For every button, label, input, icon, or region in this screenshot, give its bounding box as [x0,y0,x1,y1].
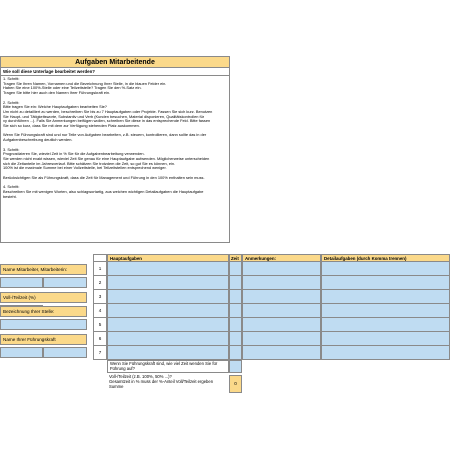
total-sum-value: 0 [229,375,242,393]
instructions-panel [0,56,230,243]
manager-firstname-field[interactable] [43,347,87,358]
total-note-rule: Gesamtzeit in % muss der %-Anteil Voll/Teilzeit ergeben [109,379,214,384]
notes-field[interactable] [242,289,321,304]
employee-lastname-field[interactable] [0,277,43,288]
time-percent-field[interactable] [229,345,242,360]
step1-text: Haben Sie eine 100%-Stelle oder eine Teilzeitstelle? Tragen Sie den %-Satz ein. [3,85,142,91]
manager-time-field[interactable] [229,360,242,373]
instructions-body [3,77,227,199]
row-number: 2 [93,275,107,290]
time-percent-field[interactable] [229,303,242,318]
notes-field[interactable] [242,303,321,318]
main-task-field[interactable] [107,317,229,332]
row-number: 1 [93,261,107,276]
main-task-field[interactable] [107,303,229,318]
step4-heading: 4. Schritt: [3,184,20,190]
step4-text: Beschreiben Sie mit wenigen Worten, also schlagwortartig, aus welchen wichtigen Detailaufgaben die Hauptaufgabe [3,188,204,194]
step3-text: Sie werden nicht exakt wissen, wieviel Zeit Sie genau für eine Hauptaufgabe aufwenden. Möglicherweise unterscheiden [3,155,210,161]
step4-text: besteht. [3,193,17,199]
employee-name-label: Name Mitarbeiter, Mitarbeiterin: [0,264,87,275]
detail-tasks-field[interactable] [321,289,450,304]
workload-label: Voll-/Teilzeit (%) [0,292,87,303]
manager-time-note: Wenn Sie Führungskraft sind, wie viel Zeit wenden Sie für Führung auf? [107,360,229,373]
step3-heading: 3. Schritt: [3,146,20,152]
detail-tasks-header: Detailaufgaben (durch Komma trennen) [321,254,450,263]
main-task-field[interactable] [107,289,229,304]
step2-text: Wenn Sie Führungskraft sind und nur Teile von Aufgaben bearbeiten, z.B. steuern, kontrollieren, dann sollte das in der [3,132,207,138]
step2-text: xy durchführen ...). Falls Sie Anmerkungen beifügen wollen, schreiben Sie diese in das entsprechende Feld. Bitte fassen [3,118,211,124]
step2-text: Sie sich so kurz, dass Sie mit dem zur Verfügung stehenden Platz auskommen. [3,123,140,129]
main-tasks-header: Hauptaufgaben [107,254,229,263]
detail-tasks-field[interactable] [321,261,450,276]
step2-text: Um nicht zu detailliert zu werden, beschreiben Sie bis zu 7 Hauptaufgaben oder Projekte. Fassen Sie sich kurz. Benutzen [3,108,213,114]
time-percent-field[interactable] [229,275,242,290]
detail-tasks-field[interactable] [321,317,450,332]
step2-text: Sie Haupt- und Tätigkeitsworte, Substantiv und Verb (Kunden besuchen, Material disponieren, Qualitätskontrollen für [3,113,205,119]
notes-field[interactable] [242,261,321,276]
detail-tasks-field[interactable] [321,331,450,346]
time-percent-field[interactable] [229,261,242,276]
time-percent-field[interactable] [229,289,242,304]
detail-tasks-field[interactable] [321,345,450,360]
row-number: 6 [93,331,107,346]
row-number: 5 [93,317,107,332]
row-number: 4 [93,303,107,318]
step1-text: Tragen Sie bitte hier auch den Namen Ihrer Führungskraft ein. [3,90,111,96]
detail-tasks-field[interactable] [321,275,450,290]
total-note-sum: Summe [109,384,124,389]
row-number: 3 [93,289,107,304]
step2-heading: 2. Schritt: [3,99,20,105]
time-percent-header: Zeit [229,254,242,263]
step1-heading: 1. Schritt: [3,76,20,81]
row-number: 7 [93,345,107,360]
manager-label: Name Ihrer Führungskraft [0,334,87,345]
notes-field[interactable] [242,275,321,290]
main-task-field[interactable] [107,275,229,290]
time-percent-field[interactable] [229,331,242,346]
main-task-field[interactable] [107,261,229,276]
step3-text: Prognostizieren Sie, wieviel Zeit in % Sie für die Aufgabenbearbeitung verwenden. [3,151,145,157]
step3-text: Berücksichtigen Sie als Führungskraft, dass die Zeit für Management und Führung in den 100% enthalten sein muss. [3,174,205,180]
total-note [107,374,229,389]
step2-text: Bitte tragen Sie ein: Welche Hauptaufgaben bearbeiten Sie? [3,104,107,110]
total-note-workload: Voll-/Teilzeit (z.B. 100%, 50% ...)? [109,374,172,379]
notes-field[interactable] [242,331,321,346]
position-field[interactable] [0,319,87,330]
step1-text: Tragen Sie Ihren Namen, Vornamen und die Bezeichnung Ihrer Stelle, in die blauen Felder ein. [3,80,167,86]
instructions-subtitle: Wie soll diese Unterlage bearbeitet werden? [1,68,229,76]
step3-text: sich die Zeitanteile im Jahresverlauf. Bitte schätzen Sie trotzdem die Zeit, so gut Sie es können, ein. [3,160,176,166]
employee-firstname-field[interactable] [43,277,87,288]
instructions-title: Aufgaben Mitarbeitende [1,57,229,68]
notes-header: Anmerkungen: [242,254,321,263]
notes-field[interactable] [242,345,321,360]
step2-text: Aufgabenbeschreibung deutlich werden. [3,137,73,143]
position-label: Bezeichnung Ihrer Stelle: [0,306,87,317]
step3-text: 100% ist die maximale Summe bei einer Vollzeitstelle, bei Teilzeitstellen entsprechend weniger. [3,165,167,171]
time-percent-field[interactable] [229,317,242,332]
notes-field[interactable] [242,317,321,332]
main-task-field[interactable] [107,331,229,346]
main-task-field[interactable] [107,345,229,360]
manager-lastname-field[interactable] [0,347,43,358]
detail-tasks-field[interactable] [321,303,450,318]
